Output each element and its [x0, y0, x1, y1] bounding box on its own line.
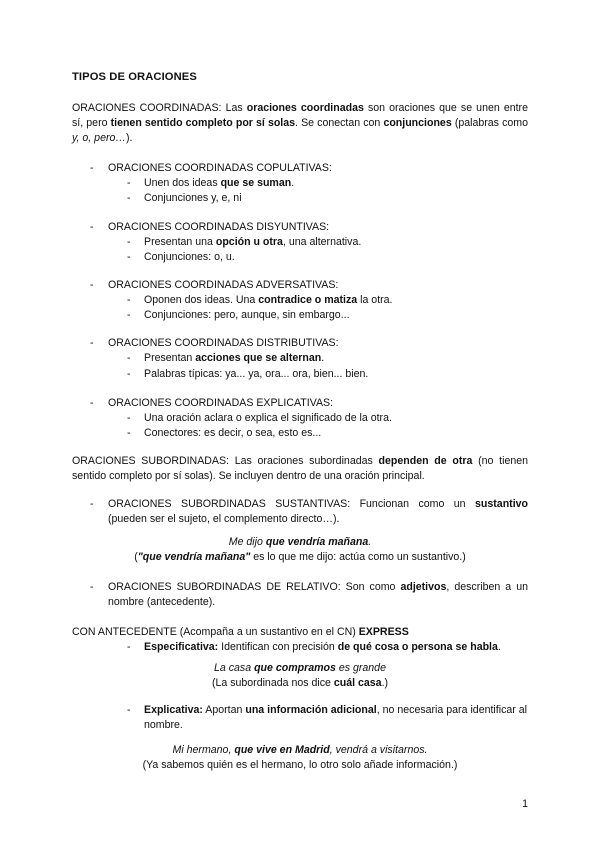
heading-text: ORACIONES COORDINADAS DISTRIBUTIVAS:: [108, 337, 339, 349]
text: . Se conectan con: [295, 117, 384, 129]
bold-text: Explicativa:: [144, 704, 203, 716]
dash-bullet: -: [90, 162, 94, 174]
dash-bullet: -: [127, 704, 131, 716]
dash-bullet: -: [90, 397, 94, 409]
disyuntivas-heading: [90, 220, 528, 235]
text: , una alternativa.: [282, 236, 362, 248]
text: Identifican con precisión: [218, 641, 338, 653]
dash-bullet: -: [127, 192, 131, 204]
text: ORACIONES SUBORDINADAS: Las oraciones subordinadas: [72, 455, 379, 467]
distributivas-heading: [90, 336, 528, 351]
bold-text: EXPRESS: [358, 626, 409, 638]
list-item: [127, 293, 527, 308]
bold-text: dependen de otra: [378, 455, 473, 467]
list-item: [127, 411, 527, 426]
bold-text: una información adicional: [245, 704, 377, 716]
dash-bullet: -: [90, 337, 94, 349]
bold-text: cuál casa: [333, 677, 382, 689]
text: ORACIONES SUBORDINADAS DE RELATIVO: Son como: [108, 581, 401, 593]
text: Mi hermano,: [172, 744, 235, 756]
dash-bullet: -: [127, 427, 131, 439]
text: .: [368, 536, 372, 548]
list-item: [127, 235, 527, 250]
page-number: 1: [522, 798, 528, 810]
explicativa-item: [127, 703, 527, 733]
text: .: [291, 177, 295, 189]
list-item: [127, 250, 527, 265]
text: Oponen dos ideas. Una: [144, 294, 259, 306]
list-item: [127, 176, 527, 191]
text: ORACIONES COORDINADAS: Las: [72, 102, 247, 114]
antecedente-heading: [72, 625, 528, 640]
bold-text: sustantivo: [475, 498, 528, 510]
text: .: [497, 641, 501, 653]
explicativas-heading: [90, 396, 528, 411]
text: es lo que me dijo: actúa como un sustantivo.): [250, 551, 466, 563]
dash-bullet: -: [90, 498, 94, 510]
page-title: TIPOS DE ORACIONES: [72, 71, 197, 83]
text: es grande: [335, 662, 386, 674]
bold-text: adjetivos: [400, 581, 447, 593]
list-item: [127, 191, 527, 206]
dash-bullet: -: [127, 641, 131, 653]
text: son oraciones que se unen entre sí, pero: [72, 102, 528, 129]
dash-bullet: -: [127, 236, 131, 248]
dash-bullet: -: [127, 368, 131, 380]
dash-bullet: -: [90, 221, 94, 233]
text: Palabras típicas: ya... ya, ora... ora, bien... bien.: [144, 368, 369, 380]
text: (palabras como: [451, 117, 528, 129]
bold-text: acciones que se alternan: [195, 352, 322, 364]
text: la otra.: [357, 294, 393, 306]
text: Presentan una: [144, 236, 216, 248]
text: (pueden ser el sujeto, el complemento directo…).: [108, 513, 340, 525]
text: Una oración aclara o explica el significado de la otra.: [144, 412, 392, 424]
subordinadas-intro: [72, 454, 528, 484]
especificativa-explanation: [72, 676, 528, 691]
heading-text: ORACIONES COORDINADAS COPULATIVAS:: [108, 162, 332, 174]
text: (Ya sabemos quién es el hermano, lo otro solo añade información.): [142, 759, 458, 771]
bold-text: de qué cosa o persona se habla: [337, 641, 498, 653]
heading-text: ORACIONES COORDINADAS EXPLICATIVAS:: [108, 397, 334, 409]
text: (no tienen sentido completo por sí solas). Se incluyen dentro de una oración principal.: [72, 455, 529, 482]
italic-text: y, o, pero…: [72, 132, 126, 144]
list-item: [127, 367, 527, 382]
dash-bullet: -: [127, 352, 131, 364]
copulativas-heading: [90, 161, 528, 176]
heading-text: ORACIONES COORDINADAS ADVERSATIVAS:: [108, 279, 339, 291]
dash-bullet: -: [90, 279, 94, 291]
heading-text: ORACIONES COORDINADAS DISYUNTIVAS:: [108, 221, 330, 233]
bold-text: oraciones coordinadas: [246, 102, 364, 114]
bold-text: que vendría mañana: [265, 536, 369, 548]
text: (La subordinada nos dice: [211, 677, 334, 689]
list-item: [127, 426, 527, 441]
especificativa-item: [127, 640, 527, 655]
text: Unen dos ideas: [144, 177, 221, 189]
adversativas-heading: [90, 278, 528, 293]
text: Conjunciones: o, u.: [144, 251, 235, 263]
bold-text: opción u otra: [215, 236, 283, 248]
text: ORACIONES SUBORDINADAS SUSTANTIVAS: Funcionan como un: [108, 498, 476, 510]
text: La casa: [214, 662, 255, 674]
text: Me dijo: [228, 536, 266, 548]
dash-bullet: -: [127, 412, 131, 424]
text: (: [134, 551, 138, 563]
text: Presentan: [144, 352, 196, 364]
bold-text: que se suman: [220, 177, 292, 189]
sustantivas-explanation: [72, 550, 528, 565]
list-item: [127, 308, 527, 323]
bold-text: tienen sentido completo por sí solas: [110, 117, 296, 129]
bold-text: "que vendría mañana": [137, 551, 251, 563]
especificativa-example: [72, 661, 528, 676]
text: Conjunciones: pero, aunque, sin embargo...: [144, 309, 350, 321]
sustantivas-example: [72, 535, 528, 550]
relativo-item: [90, 580, 528, 610]
text: CON ANTECEDENTE (Acompaña a un sustantivo en el CN): [72, 626, 359, 638]
dash-bullet: -: [90, 581, 94, 593]
bold-text: Especificativa:: [144, 641, 219, 653]
bold-text: que vive en Madrid: [234, 744, 330, 756]
text: , vendrá a visitarnos.: [329, 744, 428, 756]
explicativa-explanation: [72, 758, 528, 773]
bold-text: conjunciones: [383, 117, 452, 129]
text: .): [381, 677, 389, 689]
text: ).: [125, 132, 133, 144]
bold-text: que compramos: [254, 662, 336, 674]
list-item: [127, 351, 527, 366]
bold-text: contradice o matiza: [258, 294, 358, 306]
text: , no necesaria para identificar al nombre.: [144, 704, 527, 731]
text: Conjunciones y, e, ni: [144, 192, 242, 204]
dash-bullet: -: [127, 294, 131, 306]
dash-bullet: -: [127, 177, 131, 189]
text: .: [321, 352, 325, 364]
coordinadas-intro: [72, 101, 528, 146]
sustantivas-item: [90, 497, 528, 527]
dash-bullet: -: [127, 251, 131, 263]
text: , describen a un nombre (antecedente).: [108, 581, 528, 608]
text: Conectores: es decir, o sea, esto es...: [144, 427, 322, 439]
explicativa-example: [72, 743, 528, 758]
dash-bullet: -: [127, 309, 131, 321]
text: Aportan: [202, 704, 246, 716]
